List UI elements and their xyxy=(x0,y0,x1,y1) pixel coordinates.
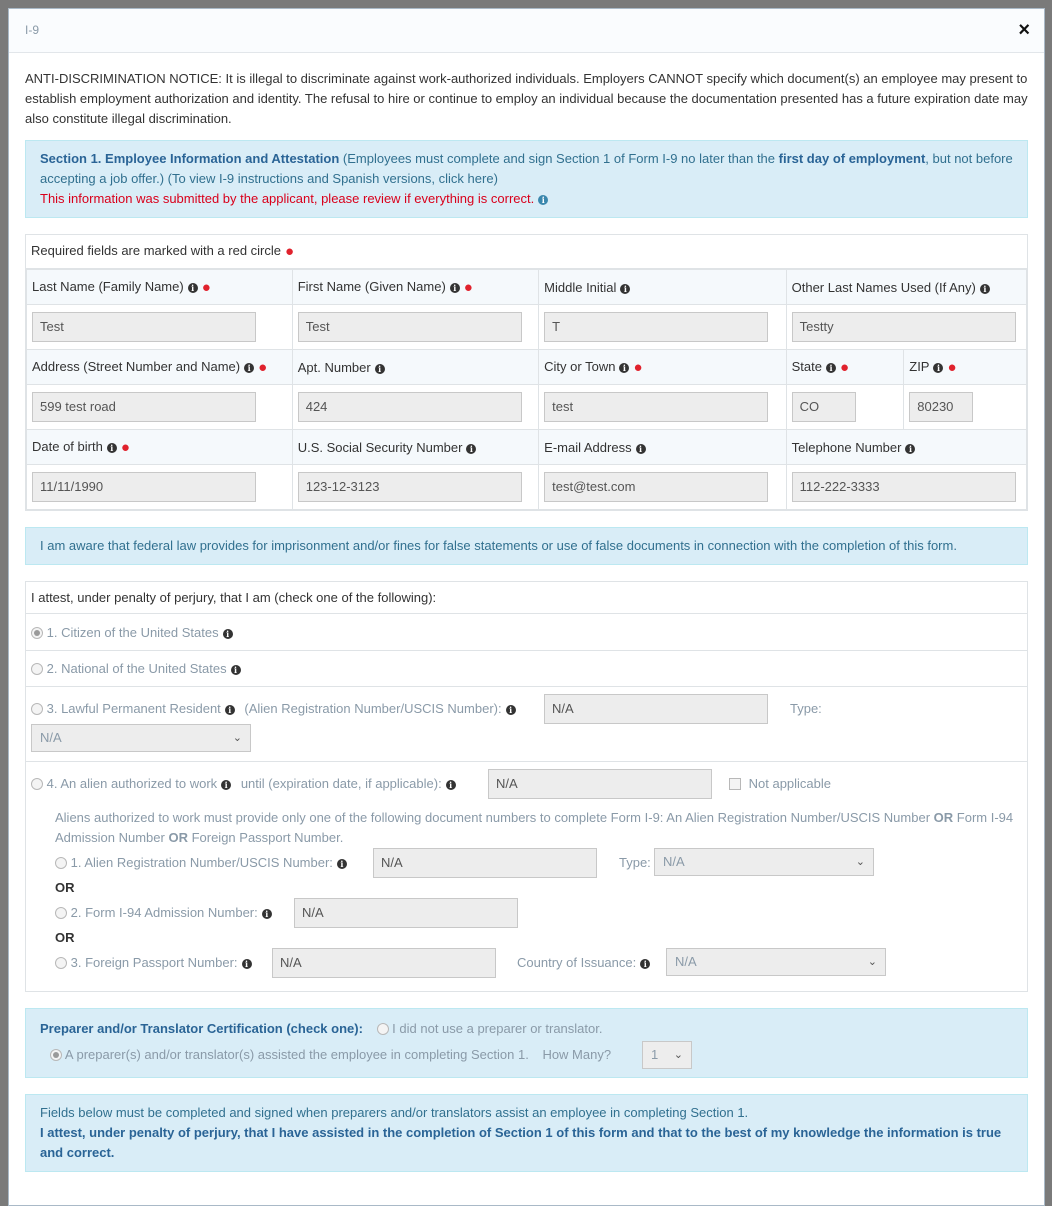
info-icon[interactable]: i xyxy=(107,443,117,453)
info-icon[interactable]: i xyxy=(231,665,241,675)
chevron-down-icon: ⌄ xyxy=(855,856,865,868)
citizen-radio[interactable] xyxy=(31,627,43,639)
passport-label: 3. Foreign Passport Number: xyxy=(70,955,238,970)
expiration-label: until (expiration date, if applicable): xyxy=(240,776,442,791)
first-name-label: First Name (Given Name) i ● xyxy=(292,270,538,305)
info-icon[interactable]: i xyxy=(619,363,629,373)
city-input[interactable]: test xyxy=(544,392,768,422)
alien-type-label: Type: xyxy=(619,855,651,870)
other-names-input[interactable]: Testty xyxy=(792,312,1016,342)
phone-input[interactable]: 112-222-3333 xyxy=(792,472,1016,502)
country-label: Country of Issuance: xyxy=(517,955,637,970)
type-label: Type: xyxy=(790,701,822,716)
section1-desc-c: ) xyxy=(493,171,498,186)
attestation-panel xyxy=(25,581,1028,992)
section1-desc-a: (Employees must complete and sign Section 1 of Form I-9 no later than the xyxy=(342,151,776,166)
info-icon[interactable]: i xyxy=(538,195,548,205)
info-icon[interactable]: i xyxy=(636,444,646,454)
city-label: City or Town i ● xyxy=(539,350,786,385)
alien-document-note: Aliens authorized to work must provide only one of the following document numbers to complete Form I-9: An Alien Registration Number/USCIS Number OR Form I-94 Admission Number OR Foreign Passport Number. xyxy=(55,810,1014,845)
how-many-value: 1 xyxy=(651,1047,659,1062)
address-input[interactable]: 599 test road xyxy=(32,392,256,422)
i94-radio[interactable] xyxy=(55,907,67,919)
info-icon[interactable]: i xyxy=(826,363,836,373)
required-note-text: Required fields are marked with a red circle xyxy=(31,243,281,258)
resident-type-value: N/A xyxy=(40,730,62,745)
uscis-number-label: (Alien Registration Number/USCIS Number): xyxy=(244,701,502,716)
zip-input[interactable]: 80230 xyxy=(909,392,973,422)
i94-label: 2. Form I-94 Admission Number: xyxy=(70,905,258,920)
or-separator: OR xyxy=(55,880,75,895)
email-label: E-mail Address i xyxy=(539,430,786,465)
zip-label: ZIP i ● xyxy=(904,350,1027,385)
required-dot: ● xyxy=(120,438,130,456)
alien-registration-radio[interactable] xyxy=(55,857,67,869)
last-name-label: Last Name (Family Name) i ● xyxy=(27,270,293,305)
permanent-resident-label: 3. Lawful Permanent Resident xyxy=(46,701,221,716)
country-value: N/A xyxy=(675,954,697,969)
chevron-down-icon: ⌄ xyxy=(232,732,242,744)
expiration-date-input[interactable]: N/A xyxy=(488,769,712,799)
no-preparer-label: I did not use a preparer or translator. xyxy=(392,1021,603,1036)
alien-registration-label: 1. Alien Registration Number/USCIS Number: xyxy=(70,855,333,870)
fields-note-line2: I attest, under penalty of perjury, that I have assisted in the completion of Section 1 of this form and that to the best of my knowledge the information is true and correct. xyxy=(40,1125,1002,1160)
state-label: State i ● xyxy=(786,350,904,385)
i94-input[interactable]: N/A xyxy=(294,898,518,928)
assisted-radio[interactable] xyxy=(50,1049,62,1061)
email-input[interactable]: test@test.com xyxy=(544,472,768,502)
how-many-label: How Many? xyxy=(542,1047,612,1062)
preparer-title: Preparer and/or Translator Certification (check one): xyxy=(40,1021,363,1036)
last-name-input[interactable]: Test xyxy=(32,312,256,342)
dob-label: Date of birth i ● xyxy=(27,430,293,465)
uscis-number-input[interactable]: N/A xyxy=(544,694,768,724)
info-icon[interactable]: i xyxy=(466,444,476,454)
option-permanent-resident[interactable] xyxy=(26,686,1027,761)
attest-heading: I attest, under penalty of perjury, that I am (check one of the following): xyxy=(31,590,437,605)
alien-type-select[interactable] xyxy=(654,848,874,876)
resident-type-select[interactable] xyxy=(31,724,251,752)
no-preparer-radio[interactable] xyxy=(377,1023,389,1035)
employee-info-panel xyxy=(25,234,1028,511)
preparer-callout xyxy=(25,1008,1028,1078)
section1-desc-b: , but not before accepting a job offer.) (To view I-9 instructions and Spanish versions, click xyxy=(40,151,1013,186)
alien-registration-input[interactable]: N/A xyxy=(373,848,597,878)
info-icon[interactable]: i xyxy=(337,859,347,869)
required-note xyxy=(26,235,1027,269)
required-dot: ● xyxy=(463,278,473,296)
middle-initial-label: Middle Initial i xyxy=(539,270,786,305)
not-applicable-checkbox[interactable] xyxy=(729,778,741,790)
ssn-label: U.S. Social Security Number i xyxy=(292,430,538,465)
info-icon[interactable]: i xyxy=(905,444,915,454)
info-icon[interactable]: i xyxy=(242,959,252,969)
section1-callout xyxy=(25,140,1028,218)
info-icon[interactable]: i xyxy=(225,705,235,715)
required-dot: ● xyxy=(258,358,268,376)
required-dot: ● xyxy=(285,243,295,260)
apt-label: Apt. Number i xyxy=(292,350,538,385)
required-dot: ● xyxy=(633,358,643,376)
middle-initial-input[interactable]: T xyxy=(544,312,768,342)
section1-desc-bold: first day of employment xyxy=(778,151,926,166)
i9-modal xyxy=(8,8,1045,1206)
instructions-link[interactable]: here xyxy=(467,171,494,186)
country-select[interactable] xyxy=(666,948,886,976)
or-separator: OR xyxy=(55,930,75,945)
info-icon[interactable]: i xyxy=(223,629,233,639)
ssn-input[interactable]: 123-12-3123 xyxy=(298,472,522,502)
alien-authorized-label: 4. An alien authorized to work xyxy=(46,776,218,791)
perjury-warning: I am aware that federal law provides for imprisonment and/or fines for false statements or use of false documents in connection with the completion of this form. xyxy=(25,527,1028,565)
info-icon[interactable]: i xyxy=(262,909,272,919)
info-icon[interactable]: i xyxy=(221,780,231,790)
info-icon[interactable]: i xyxy=(244,363,254,373)
phone-label: Telephone Number i xyxy=(786,430,1026,465)
info-icon[interactable]: i xyxy=(980,284,990,294)
modal-title: I-9 xyxy=(25,23,40,37)
option-citizen[interactable] xyxy=(26,613,1027,650)
info-icon[interactable]: i xyxy=(188,283,198,293)
fields-note-callout xyxy=(25,1094,1028,1172)
assisted-label: A preparer(s) and/or translator(s) assisted the employee in completing Section 1. xyxy=(64,1047,529,1062)
anti-discrimination-notice: ANTI-DISCRIMINATION NOTICE: It is illegal to discriminate against work-authorized individuals. Employers CANNOT specify which document(s) an employee may present to establish employment authorization and identity. The refusal to hire or continue to employ an individual because the documentation presented has a future expiration date may also constitute illegal discrimination. xyxy=(25,71,1028,126)
passport-input[interactable]: N/A xyxy=(272,948,496,978)
info-icon[interactable]: i xyxy=(506,705,516,715)
required-dot: ● xyxy=(947,358,957,376)
info-icon[interactable]: i xyxy=(620,284,630,294)
option-alien-authorized[interactable] xyxy=(26,761,1027,991)
passport-radio[interactable] xyxy=(55,957,67,969)
option-national[interactable] xyxy=(26,650,1027,686)
close-icon[interactable]: × xyxy=(1018,19,1030,41)
national-label: 2. National of the United States xyxy=(46,661,227,676)
alien-authorized-radio[interactable] xyxy=(31,778,43,790)
info-icon[interactable]: i xyxy=(933,363,943,373)
modal-header xyxy=(9,9,1044,53)
national-radio[interactable] xyxy=(31,663,43,675)
other-names-label: Other Last Names Used (If Any) i xyxy=(786,270,1026,305)
address-label: Address (Street Number and Name) i ● xyxy=(27,350,293,385)
apt-input[interactable]: 424 xyxy=(298,392,522,422)
info-icon[interactable]: i xyxy=(640,959,650,969)
fields-note-line1: Fields below must be completed and signed when preparers and/or translators assist an employee in completing Section 1. xyxy=(40,1105,749,1120)
chevron-down-icon: ⌄ xyxy=(867,956,877,968)
dob-input[interactable]: 11/11/1990 xyxy=(32,472,256,502)
how-many-select[interactable] xyxy=(642,1041,692,1069)
alien-type-value: N/A xyxy=(663,854,685,869)
required-dot: ● xyxy=(201,278,211,296)
permanent-resident-radio[interactable] xyxy=(31,703,43,715)
required-dot: ● xyxy=(839,358,850,376)
info-icon[interactable]: i xyxy=(446,780,456,790)
section1-title: Section 1. Employee Information and Attestation xyxy=(40,151,340,166)
state-input[interactable]: CO xyxy=(792,392,856,422)
info-icon[interactable]: i xyxy=(450,283,460,293)
chevron-down-icon: ⌄ xyxy=(673,1049,683,1061)
citizen-label: 1. Citizen of the United States xyxy=(46,625,219,640)
info-icon[interactable]: i xyxy=(375,364,385,374)
review-message: This information was submitted by the applicant, please review if everything is correct. xyxy=(40,191,535,206)
not-applicable-label: Not applicable xyxy=(748,776,832,791)
employee-info-grid xyxy=(26,269,1027,510)
first-name-input[interactable]: Test xyxy=(298,312,522,342)
